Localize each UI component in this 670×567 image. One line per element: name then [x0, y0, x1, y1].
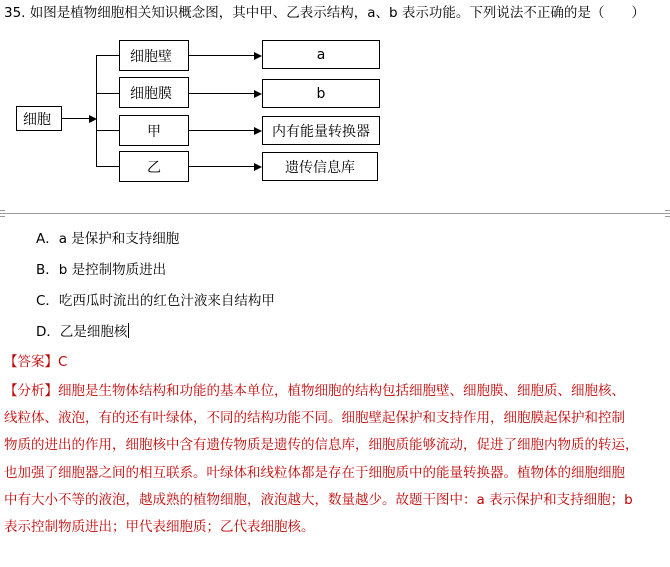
separator-tick	[665, 210, 670, 211]
root-arrow-line	[62, 118, 90, 119]
analysis-line: 中有大小不等的液泡，越成熟的植物细胞，液泡越大，数量越少。故题干图中：a 表示保护和支持细胞；b	[4, 491, 633, 508]
structure-arrow-line	[189, 166, 255, 167]
structure-box-cell-wall: 细胞壁	[119, 40, 189, 71]
option-a[interactable]: A．a 是保护和支持细胞	[36, 231, 180, 247]
analysis-line: 线粒体、液泡，有的还有叶绿体，不同的结构功能不同。细胞壁起保护和支持作用，细胞膜起保护和控制	[4, 410, 625, 427]
structure-arrow-head	[254, 127, 262, 135]
option-d[interactable]	[36, 323, 129, 341]
diagram-root-box: 细胞	[16, 106, 62, 131]
structure-arrow-line	[189, 93, 255, 94]
separator-tick	[0, 216, 5, 217]
answer-line	[4, 353, 67, 371]
option-c[interactable]: C．吃西瓜时流出的红色汁液来自结构甲	[36, 293, 275, 309]
analysis-line: 也加强了细胞器之间的相互联系。叶绿体和线粒体都是存在于细胞质中的能量转换器。植物体的细胞细胞	[4, 464, 625, 481]
structure-arrow-head	[254, 163, 262, 171]
answer-value: C	[58, 354, 68, 370]
analysis-line	[4, 378, 666, 405]
analysis-line: 物质的进出的作用，细胞核中含有遗传物质是遗传的信息库，细胞质能够流动，促进了细胞内物质的转运，	[4, 437, 639, 454]
separator-tick	[0, 210, 5, 211]
option-d-text: D．乙是细胞核	[36, 324, 128, 340]
function-box-a: a	[262, 40, 380, 69]
concept-diagram	[0, 0, 670, 200]
function-box-genetic-library: 遗传信息库	[262, 152, 378, 181]
structure-box-cell-membrane: 细胞膜	[119, 77, 189, 108]
separator-tick	[665, 216, 670, 217]
function-box-energy-converter: 内有能量转换器	[262, 116, 380, 145]
analysis-line: 表示控制物质进出；甲代表细胞质；乙代表细胞核。	[4, 519, 315, 536]
bracket-branch	[96, 55, 119, 56]
structure-box-yi: 乙	[119, 151, 189, 182]
separator-line	[0, 213, 670, 214]
bracket-branch	[96, 93, 119, 94]
analysis-block	[4, 378, 666, 541]
structure-arrow-line	[189, 130, 255, 131]
function-box-b: b	[262, 79, 380, 108]
text-cursor	[128, 323, 129, 338]
structure-arrow-head	[254, 52, 262, 60]
bracket-branch	[96, 166, 119, 167]
structure-arrow-head	[254, 90, 262, 98]
structure-box-jia: 甲	[119, 115, 189, 146]
option-b[interactable]: B．b 是控制物质进出	[36, 262, 167, 278]
bracket-vertical	[96, 55, 97, 167]
answer-label: 【答案】	[4, 354, 58, 370]
question-stem: 35. 如图是植物细胞相关知识概念图，其中甲、乙表示结构，a、b 表示功能。下列说法不正确的是（ ）	[4, 5, 645, 21]
bracket-branch	[96, 130, 119, 131]
analysis-label: 【分析】	[4, 383, 58, 399]
analysis-text: 细胞是生物体结构和功能的基本单位，植物细胞的结构包括细胞壁、细胞膜、细胞质、细胞核、	[58, 383, 625, 399]
structure-arrow-line	[189, 55, 255, 56]
